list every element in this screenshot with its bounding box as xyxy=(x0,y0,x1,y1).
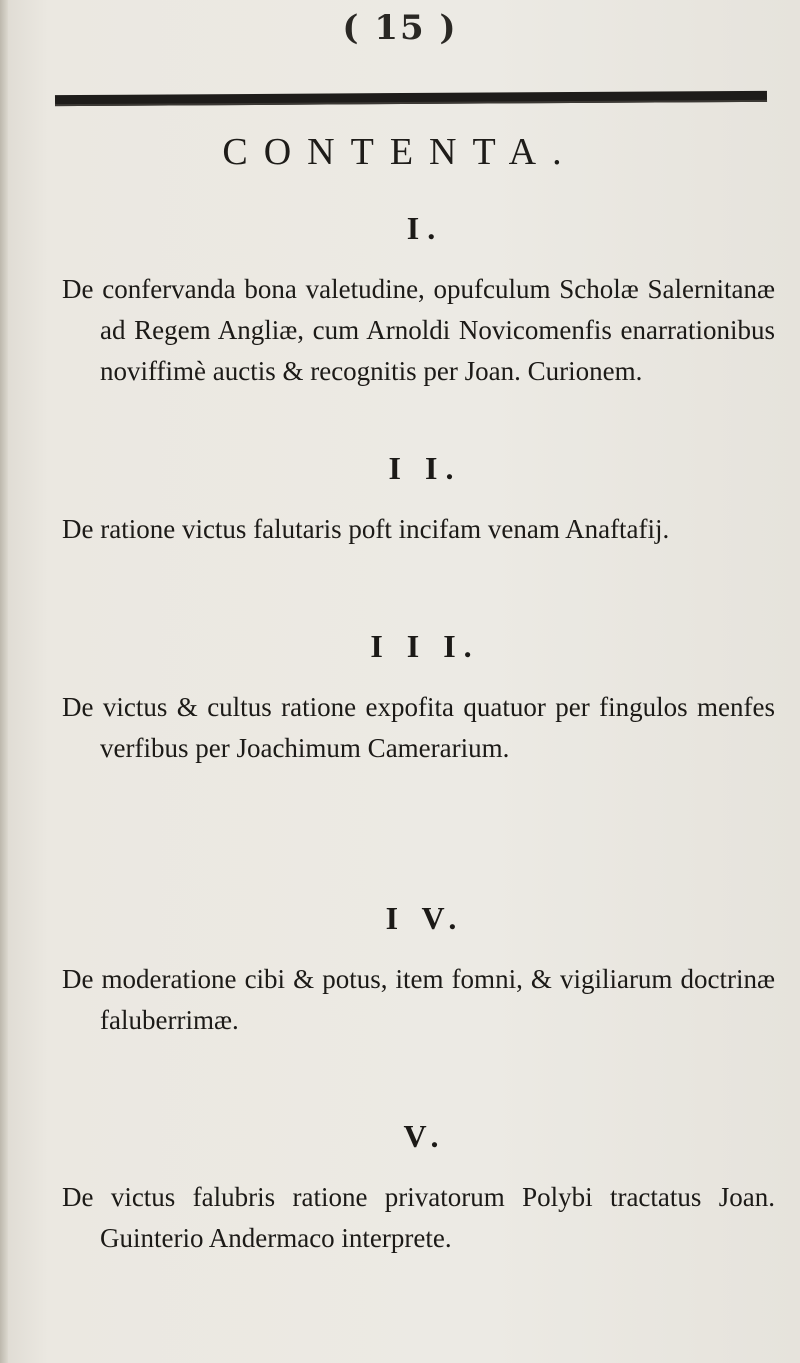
entry-text: De ratione victus falutaris poft incifam venam Anaftafij. xyxy=(62,514,670,544)
entry-numeral: V. xyxy=(403,1118,447,1154)
entry-numeral: I. xyxy=(406,210,444,246)
contents-entry-3 xyxy=(55,628,775,769)
page-gutter xyxy=(0,0,8,1363)
entry-text: De victus & cultus ratione expofita quatuor per fingulos menfes verfibus per Joachimum Camerarium. xyxy=(62,692,775,763)
entry-numeral: I I. xyxy=(388,450,462,486)
contents-entry-2 xyxy=(55,450,775,550)
entry-text: De confervanda bona valetudine, opufculum Scholæ Salernitanæ ad Regem Angliæ, cum Arnoldi Novicomenfis enarrationibus noviffimè auctis & recognitis per Joan. Curionem. xyxy=(62,274,775,386)
contents-entry-1 xyxy=(55,210,775,392)
page-number: ( 15 ) xyxy=(342,8,458,48)
entry-numeral: I I I. xyxy=(370,628,480,664)
contents-entry-5 xyxy=(55,1118,775,1259)
entry-text: De moderatione cibi & potus, item fomni, & vigiliarum doctrinæ faluberrimæ. xyxy=(62,964,775,1035)
contents-entry-4 xyxy=(55,900,775,1041)
entry-text: De victus falubris ratione privatorum Polybi tractatus Joan. Guinterio Andermaco interprete. xyxy=(62,1182,775,1253)
entry-numeral: I V. xyxy=(385,900,465,936)
page-title: CONTENTA. xyxy=(222,131,578,173)
header-rule xyxy=(55,91,767,106)
